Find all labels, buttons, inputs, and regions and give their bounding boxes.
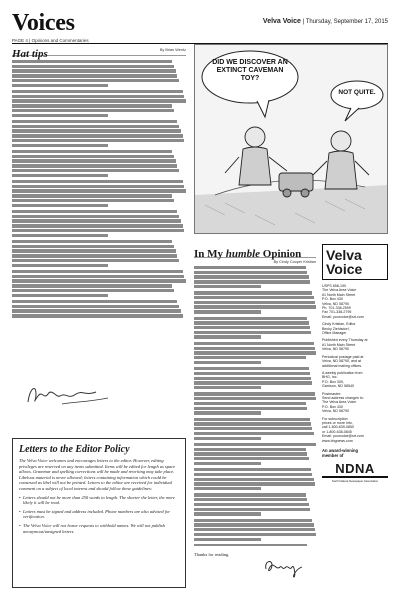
body-text-line (12, 129, 181, 132)
address-line: #1 North Main Street (322, 292, 356, 297)
body-text-line (12, 109, 174, 112)
body-text-line (194, 342, 314, 345)
body-text-line (194, 397, 316, 400)
body-text-line (12, 264, 108, 267)
imho-body-text (194, 266, 316, 546)
body-text-line (12, 249, 176, 252)
body-text-line (12, 99, 186, 102)
body-text-line (12, 95, 184, 98)
body-text-line (12, 69, 176, 72)
body-text-line (194, 361, 261, 364)
body-text-line (194, 519, 312, 522)
hatips-byline: By Brian Wentz (159, 48, 186, 52)
body-text-line (12, 159, 176, 162)
email-line: Email: yourvoice@srt.com (322, 314, 364, 319)
publication-brand: Velva Voice (262, 18, 301, 25)
subscription-line: call 1-800-639-0850 (322, 425, 354, 430)
body-text-line (12, 104, 172, 107)
fax-line: Fax 701-338-2795 (322, 310, 352, 315)
body-text-line (194, 305, 316, 308)
cartoon-drawing (195, 45, 388, 234)
body-text-line (194, 487, 261, 490)
subscription-line: www.bhgnews.com (322, 438, 353, 443)
staff-line: Becky Ziehlsdorf, (322, 326, 350, 331)
body-text-line (12, 134, 183, 137)
body-text-line (194, 407, 307, 410)
hatips-header (12, 44, 186, 60)
body-text-line (12, 314, 183, 317)
issue-date: Thursday, September 17, 2015 (305, 19, 388, 25)
body-text-line (194, 271, 307, 274)
body-text-line (12, 139, 184, 142)
body-text-line (194, 331, 311, 334)
body-text-line (194, 538, 261, 541)
body-text-line (194, 448, 306, 451)
body-text-line (194, 498, 307, 501)
publication-line (263, 18, 388, 25)
publication-info (322, 284, 388, 443)
address-line: Velva, ND 58790 (322, 301, 349, 306)
body-text-line (194, 372, 310, 375)
weekly-line: P.O. Box 309, (322, 379, 344, 384)
letters-policy-body (19, 458, 179, 534)
hatips-body-text (12, 60, 186, 318)
body-text-line (194, 503, 309, 506)
letters-rule: • The Velva Voice will not honor requests to withhold names. We will not publish anonymous/unsigned letters. (19, 523, 179, 534)
body-text-line (194, 411, 261, 414)
body-text-line (12, 284, 172, 287)
published-line: Published every Thursday at (322, 338, 368, 343)
body-text-line (194, 386, 261, 389)
letters-policy-title: Letters to the Editor Policy (19, 444, 130, 455)
subscription-line: Email: yourvoice@srt.com (322, 434, 364, 439)
body-text-line (12, 155, 174, 158)
body-text-line (12, 234, 108, 237)
body-text-line (194, 422, 311, 425)
velva-voice-logo (322, 244, 388, 280)
body-text-line (12, 219, 181, 222)
published-line: #1 North Main Street (322, 342, 356, 347)
subscription-line: For subscription (322, 416, 348, 421)
subscription-line: or 1-800-638-0845 (322, 429, 352, 434)
body-text-line (12, 125, 179, 128)
body-text-line (12, 204, 108, 207)
body-text-line (12, 114, 108, 117)
body-text-line (194, 462, 261, 465)
postmaster-line: The Velva Area Voice (322, 400, 357, 405)
body-text-line (12, 215, 179, 218)
speech-bubble-right-text: NOT QUITE. (338, 89, 376, 96)
award-line: An award-winning (322, 448, 359, 453)
body-text-line (194, 266, 306, 269)
body-text-line (12, 60, 172, 63)
postmaster-line: Velva, ND 58790 (322, 409, 349, 414)
staff-line: Office Manager (322, 331, 347, 336)
letters-policy-rules (19, 495, 179, 535)
ndna-logo: NDNA (322, 461, 388, 478)
body-text-line (12, 240, 172, 243)
body-text-line (194, 418, 310, 421)
body-text-line (194, 508, 310, 511)
body-text-line (12, 259, 179, 262)
masthead-sidebar (322, 244, 388, 594)
body-text-line (194, 317, 307, 320)
logo-line-voice: Voice (326, 261, 363, 277)
ndna-full-name: North Dakota Newspaper Association (331, 479, 379, 483)
imho-title-prefix: In My (194, 248, 226, 260)
body-text-line (12, 279, 186, 282)
body-text-line (194, 473, 312, 476)
weekly-line: Garrison, ND 58540 (322, 384, 354, 389)
cindy-signature-graphic (262, 555, 306, 579)
postmaster-line: Send address changes to: (322, 395, 364, 400)
body-text-line (194, 347, 315, 350)
letters-policy-box (12, 438, 186, 588)
body-text-line (194, 335, 261, 338)
body-text-line (12, 120, 177, 123)
body-text-line (12, 169, 179, 172)
periodical-line: Velva, ND 58790, and at (322, 359, 361, 364)
award-text (322, 448, 388, 458)
body-text-line (12, 150, 172, 153)
body-text-line (194, 291, 312, 294)
periodical-line: Periodical postage paid at (322, 354, 364, 359)
body-text-line (12, 199, 174, 202)
body-text-line (194, 512, 261, 515)
body-text-line (12, 79, 179, 82)
usps-number: USPS 658-190 (322, 284, 346, 288)
editorial-cartoon (194, 44, 388, 234)
imho-title-humble: humble (225, 248, 261, 260)
body-text-line (12, 270, 183, 273)
phone-line: Ph. 701-338-2599 (322, 306, 351, 311)
section-title: Voices (12, 10, 75, 36)
body-text-line (12, 174, 108, 177)
body-text-line (12, 275, 184, 278)
address-line: The Velva Area Voice (322, 288, 357, 293)
address-line: P.O. Box 430 (322, 297, 343, 302)
body-text-line (194, 326, 310, 329)
body-text-line (12, 164, 177, 167)
body-text-line (12, 185, 184, 188)
body-text-line (12, 65, 174, 68)
postmaster-line: Postmaster: (322, 391, 342, 396)
body-text-line (12, 210, 177, 213)
logo-line-velva: Velva (326, 247, 362, 263)
subscription-line: prices or more info, (322, 420, 353, 425)
periodical-line: additional mailing offices. (322, 363, 363, 368)
weekly-line: BHG, Inc. (322, 375, 338, 380)
body-text-line (194, 392, 315, 395)
imho-header (194, 244, 316, 258)
body-text-line (194, 351, 316, 354)
body-text-line (194, 528, 315, 531)
body-text-line (12, 180, 183, 183)
body-text-line (194, 493, 306, 496)
body-text-line (12, 305, 179, 308)
body-text-line (12, 245, 174, 248)
imho-title (194, 248, 301, 260)
body-text-line (194, 427, 312, 430)
body-text-line (194, 443, 316, 446)
brian-signature-graphic (22, 380, 122, 410)
masthead (12, 6, 388, 44)
body-text-line (194, 367, 309, 370)
body-text-line (12, 194, 172, 197)
body-text-line (194, 321, 309, 324)
body-text-line (194, 523, 314, 526)
imho-closing: Thanks for reading. (194, 552, 230, 557)
body-text-line (12, 229, 184, 232)
body-text-line (12, 144, 108, 147)
body-text-line (12, 254, 177, 257)
body-text-line (194, 478, 314, 481)
body-text-line (194, 482, 315, 485)
hatips-title: Hat tips (12, 48, 48, 60)
body-text-line (194, 432, 314, 435)
body-text-line (12, 309, 181, 312)
body-text-line (194, 280, 310, 283)
body-text-line (194, 533, 316, 536)
body-text-line (12, 84, 108, 87)
speech-bubble-left-text: DID WE DISCOVER AN EXTINCT CAVEMAN TOY? (212, 59, 288, 82)
body-text-line (194, 452, 307, 455)
body-text-line (194, 381, 312, 384)
body-text-line (194, 544, 307, 546)
body-text-line (194, 285, 261, 288)
body-text-line (194, 468, 311, 471)
body-text-line (12, 294, 108, 297)
body-text-line (12, 289, 174, 292)
body-text-line (194, 377, 311, 380)
staff-line: Cindy Kristian, Editor (322, 322, 356, 327)
page-label: PAGE 4 | Opinions and Commentaries (12, 38, 89, 43)
body-text-line (194, 301, 315, 304)
body-text-line (194, 310, 261, 313)
published-line: Velva, ND 58790 (322, 347, 349, 352)
body-text-line (194, 457, 309, 460)
body-text-line (12, 224, 183, 227)
body-text-line (12, 300, 177, 303)
body-text-line (194, 402, 306, 405)
postmaster-line: P.O. Box 430 (322, 404, 343, 409)
body-text-line (12, 74, 177, 77)
imho-title-suffix: Opinion (260, 248, 302, 260)
separator: | (302, 19, 306, 25)
body-text-line (194, 296, 314, 299)
weekly-line: A weekly publication from (322, 370, 363, 375)
body-text-line (194, 275, 309, 278)
imho-byline: By Cindy Cooper Kristian (273, 260, 316, 264)
body-text-line (194, 356, 306, 359)
letters-rule: • Letters must be signed and address included. Phone numbers are also advised for verification. (19, 509, 179, 520)
award-line: member of (322, 453, 344, 458)
body-text-line (12, 90, 183, 93)
letters-policy-intro: The Velva Voice welcomes and encourages letters to the editor. However, editing privileges are reserved on any items submitted. Items will be edited for length as space allows. Grammar and spelling corrections will be made and rewriting may take place. Libelous material is never allowed; letters containing information which could be construed as libel will not be printed. Letters to the editor are received for individual comment on a subject of local interest and should follow these guidelines: (19, 458, 176, 491)
letters-rule: • Letters should not be more than 250 words in length. The shorter the letter, the more likely it will be read. (19, 495, 179, 506)
body-text-line (12, 189, 186, 192)
body-text-line (194, 437, 261, 440)
